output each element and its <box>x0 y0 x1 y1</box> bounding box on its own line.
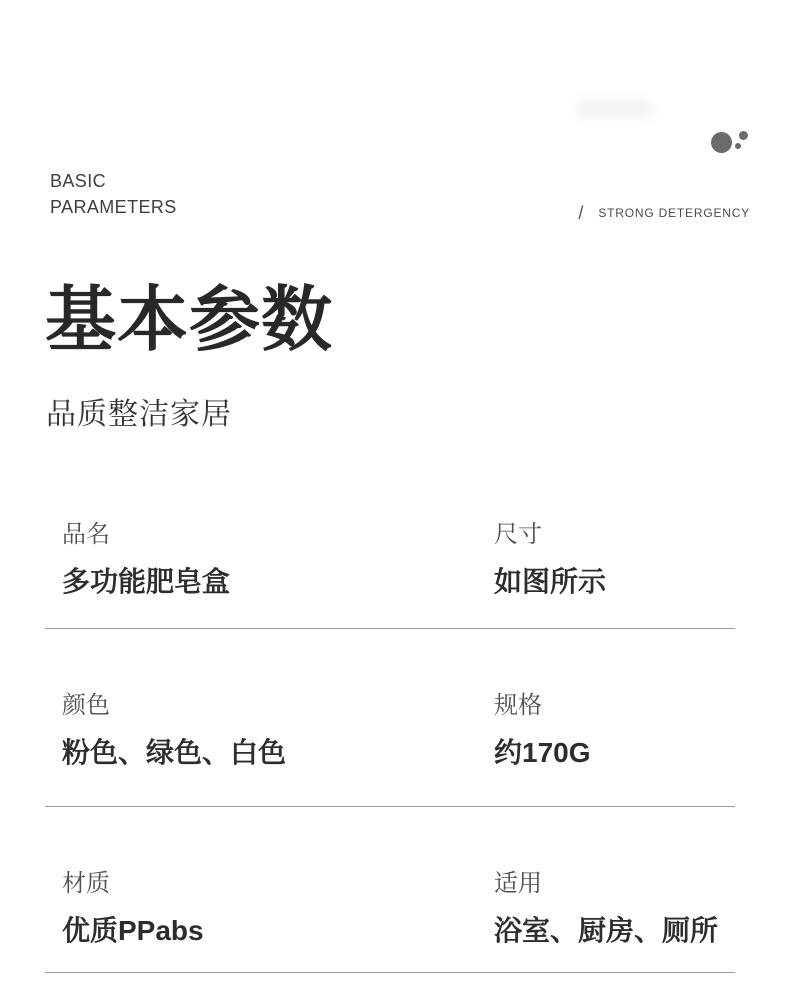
page-subtitle: 品质整洁家居 <box>46 398 232 431</box>
dot-large-icon <box>711 132 732 153</box>
parameter-cell-name <box>62 523 494 596</box>
parameter-cell-usage <box>494 872 735 945</box>
parameter-value: 粉色、绿色、白色 <box>62 737 287 768</box>
parameter-label: 颜色 <box>62 692 110 719</box>
section-heading-en <box>50 168 177 220</box>
parameter-value: 浴室、厨房、厕所 <box>494 915 719 946</box>
dot-medium-icon <box>739 131 748 140</box>
parameter-value: 多功能肥皂盒 <box>62 566 231 597</box>
parameter-cell-color <box>62 694 494 767</box>
en-heading-line2: PARAMETERS <box>50 197 177 217</box>
page-title: 基本参数 <box>45 281 334 360</box>
parameter-value: 优质PPabs <box>62 915 204 946</box>
slash-separator: / <box>578 203 584 223</box>
parameter-label: 材质 <box>62 870 110 897</box>
en-heading-line1: BASIC <box>50 171 107 191</box>
parameter-label: 适用 <box>494 870 542 897</box>
parameters-table <box>45 508 735 973</box>
parameter-label: 规格 <box>494 692 542 719</box>
tagline-text: STRONG DETERGENCY <box>598 206 750 220</box>
parameter-row-3 <box>45 807 735 973</box>
tagline <box>578 204 750 222</box>
dot-small-icon <box>735 143 741 149</box>
parameter-cell-size <box>494 523 735 596</box>
parameter-label: 尺寸 <box>494 521 542 548</box>
parameter-cell-spec <box>494 694 735 767</box>
parameter-row-2 <box>45 629 735 807</box>
parameter-row-1 <box>45 508 735 629</box>
parameter-label: 品名 <box>62 521 110 548</box>
parameter-value: 约170G <box>494 737 591 768</box>
parameter-value: 如图所示 <box>494 566 607 597</box>
parameter-cell-material <box>62 872 494 945</box>
watermark-smudge <box>575 100 653 118</box>
